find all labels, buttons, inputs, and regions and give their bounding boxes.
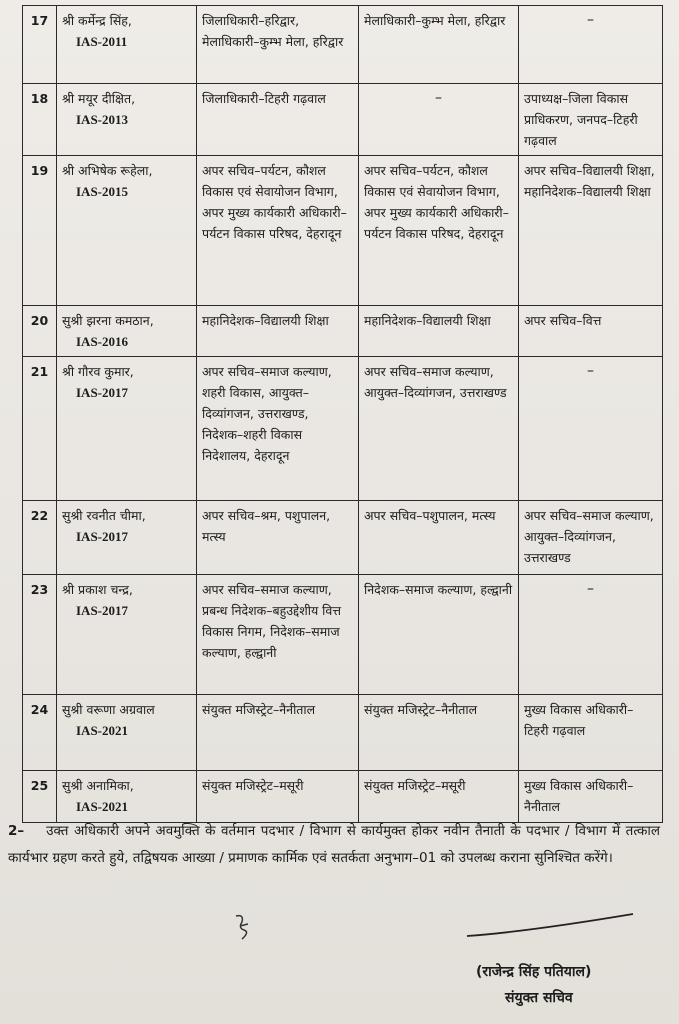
table-row: [23, 695, 663, 771]
relieved-post: महानिदेशक–विद्यालयी शिक्षा: [359, 306, 519, 357]
current-post: संयुक्त मजिस्ट्रेट–मसूरी: [197, 771, 359, 823]
new-post: [519, 575, 663, 695]
serial-number: 18: [23, 84, 57, 156]
relieved-post: संयुक्त मजिस्ट्रेट–नैनीताल: [359, 695, 519, 771]
new-post: [519, 6, 663, 84]
table-row: [23, 6, 663, 84]
officer-batch: IAS-2015: [76, 184, 129, 199]
serial-number: 17: [23, 6, 57, 84]
officer-name: सुश्री अनामिका,: [62, 778, 134, 793]
instruction-paragraph: [8, 818, 660, 872]
new-post: अपर सचिव–वित्त: [519, 306, 663, 357]
new-post: उपाध्यक्ष–जिला विकास प्राधिकरण, जनपद–टिहरी गढ़वाल: [519, 84, 663, 156]
current-post: जिलाधिकारी–टिहरी गढ़वाल: [197, 84, 359, 156]
current-post: अपर सचिव–श्रम, पशुपालन, मत्स्य: [197, 501, 359, 575]
officer-name: सुश्री झरना कमठान,: [62, 313, 154, 328]
new-post: [519, 357, 663, 501]
officer-name: श्री गौरव कुमार,: [62, 364, 134, 379]
serial-number: 22: [23, 501, 57, 575]
officer-cell: [57, 501, 197, 575]
dash: –: [435, 90, 442, 106]
officer-cell: [57, 156, 197, 306]
officer-cell: [57, 6, 197, 84]
serial-number: 21: [23, 357, 57, 501]
officer-batch: IAS-2011: [76, 34, 128, 49]
current-post: जिलाधिकारी–हरिद्वार, मेलाधिकारी–कुम्भ मेला, हरिद्वार: [197, 6, 359, 84]
table-row: [23, 771, 663, 823]
officer-batch: IAS-2017: [76, 529, 129, 544]
officer-cell: [57, 695, 197, 771]
current-post: अपर सचिव–पर्यटन, कौशल विकास एवं सेवायोजन विभाग, अपर मुख्य कार्यकारी अधिकारी–पर्यटन विकास परिषद, देहरादून: [197, 156, 359, 306]
officer-batch: IAS-2016: [76, 334, 129, 349]
current-post: महानिदेशक–विद्यालयी शिक्षा: [197, 306, 359, 357]
officers-table: [22, 5, 663, 823]
table-row: [23, 156, 663, 306]
officer-batch: IAS-2021: [76, 723, 129, 738]
dash: –: [587, 12, 594, 28]
relieved-post: अपर सचिव–पर्यटन, कौशल विकास एवं सेवायोजन विभाग, अपर मुख्य कार्यकारी अधिकारी–पर्यटन विकास परिषद, देहरादून: [359, 156, 519, 306]
officer-name: सुश्री रवनीत चीमा,: [62, 508, 146, 523]
officer-name: श्री अभिषेक रूहेला,: [62, 163, 153, 178]
table-row: [23, 575, 663, 695]
signature-stroke-icon: [465, 910, 635, 940]
current-post: संयुक्त मजिस्ट्रेट–नैनीताल: [197, 695, 359, 771]
serial-number: 24: [23, 695, 57, 771]
officer-name: श्री मयूर दीक्षित,: [62, 91, 136, 106]
current-post: अपर सचिव–समाज कल्याण, शहरी विकास, आयुक्त–दिव्यांगजन, उत्तराखण्ड, निदेशक–शहरी विकास निदेशालय, देहरादून: [197, 357, 359, 501]
officer-cell: [57, 357, 197, 501]
dash: –: [587, 581, 594, 597]
serial-number: 19: [23, 156, 57, 306]
relieved-post: मेलाधिकारी–कुम्भ मेला, हरिद्वार: [359, 6, 519, 84]
dash: –: [587, 363, 594, 379]
officer-cell: [57, 84, 197, 156]
relieved-post: [359, 84, 519, 156]
relieved-post: निदेशक–समाज कल्याण, हल्द्वानी: [359, 575, 519, 695]
paragraph-number: 2–: [8, 823, 25, 839]
relieved-post: अपर सचिव–समाज कल्याण, आयुक्त–दिव्यांगजन, उत्तराखण्ड: [359, 357, 519, 501]
serial-number: 25: [23, 771, 57, 823]
officer-name: सुश्री वरूणा अग्रवाल: [62, 702, 155, 717]
officer-batch: IAS-2017: [76, 385, 129, 400]
officer-batch: IAS-2017: [76, 603, 129, 618]
relieved-post: अपर सचिव–पशुपालन, मत्स्य: [359, 501, 519, 575]
new-post: मुख्य विकास अधिकारी–नैनीताल: [519, 771, 663, 823]
officer-cell: [57, 771, 197, 823]
table-row: [23, 306, 663, 357]
new-post: अपर सचिव–विद्यालयी शिक्षा, महानिदेशक–विद्यालयी शिक्षा: [519, 156, 663, 306]
initials-mark-icon: [232, 912, 254, 942]
officer-batch: IAS-2021: [76, 799, 129, 814]
new-post: अपर सचिव–समाज कल्याण, आयुक्त–दिव्यांगजन, उत्तराखण्ड: [519, 501, 663, 575]
table-row: [23, 501, 663, 575]
officer-name: श्री कर्मेन्द्र सिंह,: [62, 13, 132, 28]
paragraph-text: उक्त अधिकारी अपने अवमुक्ति के वर्तमान पदभार / विभाग से कार्यमुक्त होकर नवीन तैनाती के पदभार / विभाग में तत्काल कार्यभार ग्रहण करते हुये, तद्विषयक आख्या / प्रमाणक कार्मिक एवं सतर्कता अनुभाग–01 को उपलब्ध कराना सुनिश्चित करेंगे।: [8, 823, 660, 866]
table-row: [23, 84, 663, 156]
signatory-name: (राजेन्द्र सिंह पतियाल): [476, 964, 592, 980]
officer-cell: [57, 575, 197, 695]
table-row: [23, 357, 663, 501]
officer-batch: IAS-2013: [76, 112, 129, 127]
new-post: मुख्य विकास अधिकारी–टिहरी गढ़वाल: [519, 695, 663, 771]
officer-name: श्री प्रकाश चन्द्र,: [62, 582, 133, 597]
signatory-designation: संयुक्त सचिव: [505, 990, 573, 1006]
serial-number: 23: [23, 575, 57, 695]
serial-number: 20: [23, 306, 57, 357]
officer-cell: [57, 306, 197, 357]
relieved-post: संयुक्त मजिस्ट्रेट–मसूरी: [359, 771, 519, 823]
current-post: अपर सचिव–समाज कल्याण, प्रबन्ध निदेशक–बहुउद्देशीय वित्त विकास निगम, निदेशक–समाज कल्याण, हल्द्वानी: [197, 575, 359, 695]
